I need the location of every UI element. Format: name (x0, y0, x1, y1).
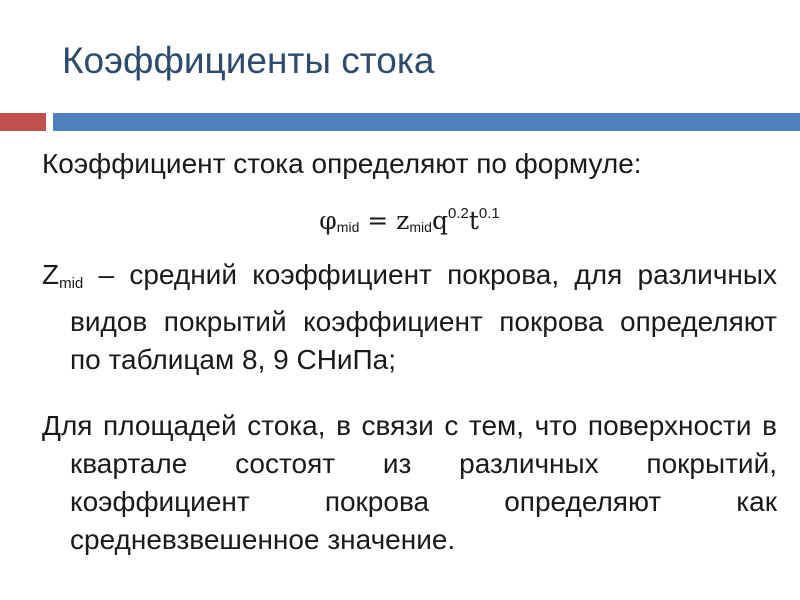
formula-q: q (431, 206, 448, 235)
formula-t: t (468, 206, 479, 235)
title-accent-bar-blue (53, 113, 800, 131)
paragraph-zmid (42, 256, 777, 379)
zmid-variable: Z (42, 259, 60, 290)
title-accent-bar-red (0, 113, 46, 131)
slide-content (42, 145, 777, 587)
zmid-description: – средний коэффициент покрова, для различных видов покрытий коэффициент покрова определяют по таблицам 8, 9 СНиПа; (70, 259, 777, 375)
slide-title: Коэффициенты стока (62, 40, 435, 81)
formula-q-exponent: 0.2 (447, 205, 469, 222)
formula-phi-subscript: mid (336, 219, 360, 235)
formula-phi: φ (319, 206, 337, 235)
paragraph-weighted-average: Для площадей стока, в связи с тем, что поверхности в квартале состоят из различных покрытий, коэффициент покрова определяют как средневзвешенное значение. (42, 410, 777, 555)
formula-t-exponent: 0.1 (478, 205, 500, 222)
intro-text: Коэффициент стока определяют по формуле: (42, 148, 642, 179)
zmid-subscript: mid (59, 275, 84, 292)
runoff-formula (42, 195, 777, 246)
formula-equals-z: = z (359, 206, 410, 235)
formula-z-subscript: mid (409, 219, 432, 235)
